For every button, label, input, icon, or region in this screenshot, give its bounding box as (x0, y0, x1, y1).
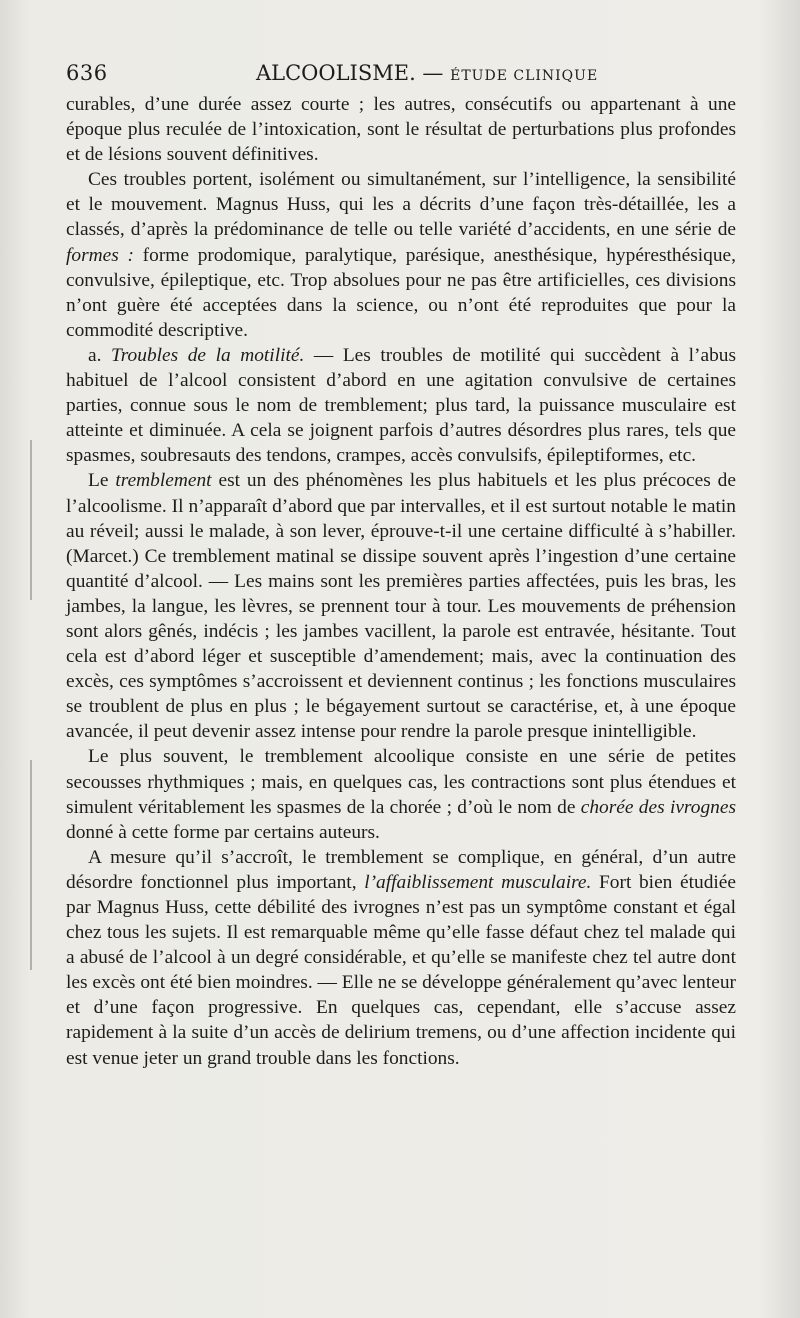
paragraph (66, 468, 736, 744)
body-text (66, 92, 736, 1071)
section-letter: a. (88, 344, 112, 366)
italic-term: formes : (66, 244, 134, 266)
paragraph-text: Fort bien étudiée par Magnus Huss, cette débilité des ivrognes n’est pas un symptôme constant et égal chez tous les sujets. Il est remarquable même qu’elle fasse défaut chez tel malade qui a abusé de l’alcool à un degré considérable, et qu’elle se manifeste chez tel autre dont les excès ont été bien moindres. — Elle ne se développe généralement qu’avec lenteur et d’une façon progressive. En quelques cas, cependant, elle s’accuse assez rapidement à la suite d’un accès de delirium tremens, ou d’une affection incidente qui est venue jeter un grand trouble dans les fonctions. (66, 871, 736, 1069)
italic-term: chorée des ivrognes (580, 796, 736, 818)
running-title (256, 58, 598, 91)
paragraph-text: curables, d’une durée assez courte ; les autres, consécutifs ou appartenant à une époque plus reculée de l’intoxication, sont le résultat de perturbations plus profondes et de lésions souvent définitives. (66, 94, 736, 166)
title-dash: — (415, 61, 451, 85)
paragraph-text: — Les troubles de motilité qui succèdent à l’abus habituel de l’alcool consistent d’abord en une agitation convulsive de certaines parties, connue sous le nom de tremblement; plus tard, la puissance musculaire est atteinte et diminuée. A cela se joignent parfois d’autres désordres plus rares, tels que spasmes, soubresauts des tendons, crampes, accès convulsifs, épileptiformes, etc. (66, 344, 737, 467)
paragraph-text: donné à cette forme par certains auteurs. (66, 821, 380, 843)
paragraph (66, 92, 736, 167)
running-header (66, 58, 736, 88)
title-sub: ÉTUDE CLINIQUE (450, 68, 599, 84)
paragraph (66, 167, 736, 343)
title-main: ALCOOLISME. (256, 61, 416, 85)
margin-pencil-mark (30, 760, 32, 970)
paragraph (66, 845, 736, 1071)
paragraph-text: Le (88, 470, 116, 492)
section-title: Troubles de la motilité. (111, 344, 305, 366)
paragraph-text: Le plus souvent, le tremblement alcoolique consiste en une série de petites secousses rhythmiques ; mais, en quelques cas, les contractions sont plus étendues et simulent véritablement les spasmes de la chorée ; d’où le nom de (66, 746, 736, 818)
paragraph (66, 343, 736, 468)
page-number: 636 (66, 61, 108, 85)
paragraph-text: est un des phénomènes les plus habituels et les plus précoces de l’alcoolisme. Il n’apparaît d’abord que par intervalles, et il est surtout notable le matin au réveil; aussi le malade, à son lever, éprouve-t-il une certaine difficulté à s’habiller. (Marcet.) Ce tremblement matinal se dissipe souvent après l’ingestion d’une certaine quantité d’alcool. — Les mains sont les premières parties affectées, puis les bras, les jambes, la langue, les lèvres, se prennent tour à tour. Les mouvements de préhension sont alors gênés, indécis ; les jambes vacillent, la parole est entravée, hésitante. Tout cela est d’abord léger et susceptible d’amendement; mais, avec la continuation des excès, ces symptômes s’accroissent et deviennent continus ; les fonctions musculaires se troublent de plus en plus ; le bégayement surtout se caractérise, et, à une époque avancée, il peut devenir assez intense pour rendre la parole presque inintelligible. (66, 470, 736, 743)
margin-pencil-mark (30, 440, 32, 600)
paragraph (66, 744, 736, 844)
paragraph-text: A mesure qu’il s’accroît, le tremblement se complique, en général, d’un autre désordre fonctionnel plus important, (66, 846, 736, 893)
italic-term: tremblement (115, 470, 212, 492)
paragraph-text: Ces troubles portent, isolément ou simultanément, sur l’intelligence, la sensibilité et le mouvement. Magnus Huss, qui les a décrits d’une façon très-détaillée, les a classés, d’après la prédominance de telle ou telle variété d’accidents, en une série de (66, 169, 736, 241)
paragraph-text: forme prodomique, paralytique, parésique, anesthésique, hypéresthésique, convulsive, épileptique, etc. Trop absolues pour ne pas être artificielles, ces divisions n’ont guère été acceptées dans la science, ou n’ont été reproduites que pour la commodité descriptive. (66, 244, 737, 341)
italic-term: l’affaiblissement musculaire. (364, 871, 592, 893)
